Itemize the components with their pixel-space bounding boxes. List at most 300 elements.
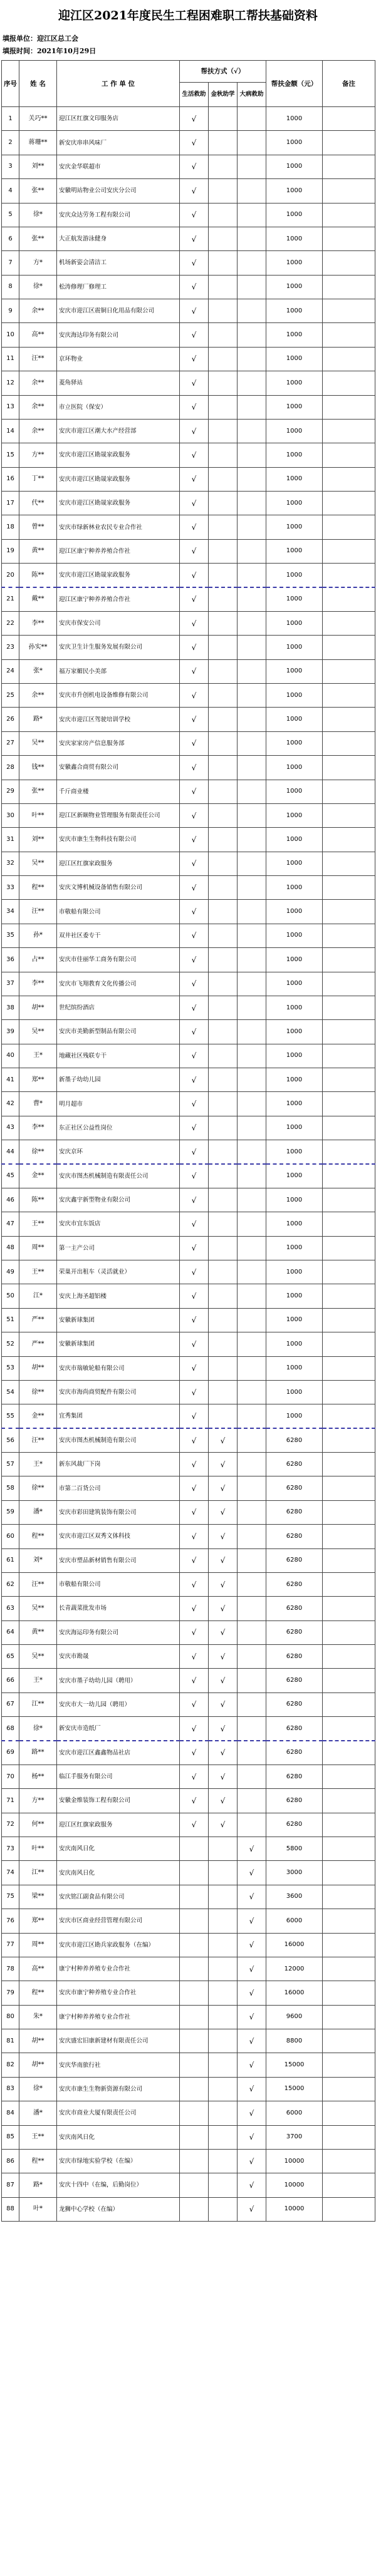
row-edu-mark: √ — [209, 1669, 238, 1692]
row-edu-mark — [209, 443, 238, 467]
row-edu-mark — [209, 539, 238, 563]
row-living-mark — [180, 2053, 209, 2077]
row-workplace: 荣巢开出租车（灵活就业） — [57, 1260, 180, 1284]
row-name: 方* — [19, 251, 57, 275]
row-medical-mark — [238, 972, 266, 996]
row-name: 徐** — [19, 1380, 57, 1404]
row-workplace: 迎江区红旗家政服务 — [57, 852, 180, 875]
row-name: 徐* — [19, 203, 57, 227]
row-amount: 1000 — [266, 275, 323, 299]
row-number: 24 — [2, 659, 19, 683]
row-living-mark: √ — [180, 1525, 209, 1548]
row-amount: 6280 — [266, 1428, 323, 1452]
row-number: 81 — [2, 2029, 19, 2053]
row-amount: 3600 — [266, 1885, 323, 1909]
row-amount: 1000 — [266, 1284, 323, 1308]
row-name: 程** — [19, 1525, 57, 1548]
row-note — [323, 1308, 375, 1332]
row-name: 郑** — [19, 1068, 57, 1092]
row-name: 胡** — [19, 2029, 57, 2053]
table-row — [2, 131, 375, 155]
row-number: 2 — [2, 131, 19, 155]
table-row — [2, 1284, 375, 1308]
row-name: 江** — [19, 1861, 57, 1885]
row-living-mark: √ — [180, 1645, 209, 1669]
row-living-mark: √ — [180, 155, 209, 178]
row-living-mark: √ — [180, 1212, 209, 1236]
row-living-mark: √ — [180, 1260, 209, 1284]
row-name: 戴** — [19, 587, 57, 611]
row-workplace: 安庆海运印务有限公司 — [57, 1620, 180, 1644]
row-living-mark: √ — [180, 443, 209, 467]
row-amount: 1000 — [266, 852, 323, 875]
row-amount: 1000 — [266, 564, 323, 587]
row-amount: 6280 — [266, 1692, 323, 1716]
row-medical-mark — [238, 443, 266, 467]
row-note — [323, 1525, 375, 1548]
row-living-mark: √ — [180, 564, 209, 587]
row-note — [323, 155, 375, 178]
row-edu-mark — [209, 587, 238, 611]
row-name: 李** — [19, 1116, 57, 1140]
row-note — [323, 2173, 375, 2197]
row-medical-mark: √ — [238, 2101, 266, 2125]
table-row — [2, 852, 375, 875]
table-row — [2, 1692, 375, 1716]
row-number: 76 — [2, 1909, 19, 1933]
row-medical-mark — [238, 467, 266, 491]
row-workplace: 康宁村种养养殖专业合作社 — [57, 2005, 180, 2029]
table-row — [2, 1957, 375, 1981]
row-number: 82 — [2, 2053, 19, 2077]
row-name: 高** — [19, 1957, 57, 1981]
row-medical-mark — [238, 684, 266, 708]
row-workplace: 安庆市保安公司 — [57, 611, 180, 635]
table-row — [2, 636, 375, 659]
row-living-mark: √ — [180, 1476, 209, 1500]
row-living-mark: √ — [180, 876, 209, 900]
row-living-mark: √ — [180, 1741, 209, 1765]
row-edu-mark: √ — [209, 1453, 238, 1476]
row-medical-mark: √ — [238, 2173, 266, 2197]
row-name: 钱** — [19, 756, 57, 780]
row-edu-mark — [209, 107, 238, 131]
row-living-mark: √ — [180, 1140, 209, 1164]
table-row — [2, 539, 375, 563]
row-living-mark: √ — [180, 492, 209, 515]
row-note — [323, 780, 375, 803]
row-edu-mark — [209, 924, 238, 947]
row-workplace: 安庆市勘晟 — [57, 1645, 180, 1669]
row-amount: 6280 — [266, 1789, 323, 1813]
row-name: 金** — [19, 1164, 57, 1188]
row-workplace: 安庆南风日化 — [57, 2125, 180, 2149]
row-living-mark: √ — [180, 1669, 209, 1692]
row-number: 47 — [2, 1212, 19, 1236]
table-row — [2, 828, 375, 852]
row-medical-mark: √ — [238, 2005, 266, 2029]
row-amount: 6000 — [266, 1909, 323, 1933]
row-medical-mark — [238, 347, 266, 371]
table-row — [2, 155, 375, 178]
row-note — [323, 1885, 375, 1909]
row-name: 丁** — [19, 467, 57, 491]
row-workplace: 千斤商业楼 — [57, 780, 180, 803]
row-edu-mark — [209, 611, 238, 635]
row-living-mark — [180, 1909, 209, 1933]
row-workplace: 安庆市康生生物新资源有限公司 — [57, 2077, 180, 2101]
row-note — [323, 1692, 375, 1716]
row-amount: 1000 — [266, 1116, 323, 1140]
row-note — [323, 2149, 375, 2173]
row-edu-mark — [209, 1909, 238, 1933]
row-living-mark: √ — [180, 996, 209, 1019]
row-workplace: 安庆市佳丽华工商务有限公司 — [57, 948, 180, 972]
row-edu-mark — [209, 684, 238, 708]
row-name: 张** — [19, 227, 57, 250]
row-medical-mark — [238, 1284, 266, 1308]
table-body — [2, 107, 375, 2222]
row-amount: 1000 — [266, 227, 323, 250]
row-edu-mark — [209, 1044, 238, 1068]
table-row — [2, 1813, 375, 1837]
row-edu-mark — [209, 948, 238, 972]
table-row — [2, 924, 375, 947]
row-number: 69 — [2, 1741, 19, 1765]
row-workplace: 安庆市宜东饭店 — [57, 1212, 180, 1236]
row-note — [323, 323, 375, 347]
row-living-mark: √ — [180, 803, 209, 827]
row-edu-mark — [209, 803, 238, 827]
row-note — [323, 1260, 375, 1284]
row-edu-mark: √ — [209, 1548, 238, 1572]
row-living-mark: √ — [180, 1380, 209, 1404]
row-workplace: 宜秀集团 — [57, 1404, 180, 1428]
row-living-mark: √ — [180, 1284, 209, 1308]
table-row — [2, 948, 375, 972]
row-workplace: 临江手服务有限公司 — [57, 1765, 180, 1788]
row-edu-mark — [209, 347, 238, 371]
row-workplace: 康宁村种养养殖专业合作社 — [57, 1957, 180, 1981]
row-amount: 6280 — [266, 1525, 323, 1548]
row-name: 何** — [19, 1813, 57, 1837]
row-amount: 6280 — [266, 1500, 323, 1524]
row-number: 54 — [2, 1380, 19, 1404]
row-note — [323, 1140, 375, 1164]
row-number: 34 — [2, 900, 19, 924]
row-workplace: 安庆市迎江区震铜日化用品有限公司 — [57, 299, 180, 323]
table-row — [2, 1885, 375, 1909]
row-name: 刘** — [19, 828, 57, 852]
row-medical-mark — [238, 1813, 266, 1837]
row-name: 刘* — [19, 1548, 57, 1572]
row-name: 黄** — [19, 539, 57, 563]
row-amount: 1000 — [266, 467, 323, 491]
row-number: 28 — [2, 756, 19, 780]
row-workplace: 安庆市绿新林业农民专业合作社 — [57, 515, 180, 539]
row-medical-mark — [238, 1332, 266, 1356]
row-medical-mark — [238, 323, 266, 347]
row-number: 26 — [2, 708, 19, 731]
table-row — [2, 780, 375, 803]
table-row — [2, 2005, 375, 2029]
row-number: 53 — [2, 1356, 19, 1380]
row-edu-mark — [209, 1308, 238, 1332]
row-edu-mark — [209, 876, 238, 900]
row-edu-mark: √ — [209, 1692, 238, 1716]
row-number: 27 — [2, 731, 19, 755]
table-row — [2, 227, 375, 250]
row-workplace: 安庆市商业大厦有限责任公司 — [57, 2101, 180, 2125]
row-amount: 1000 — [266, 419, 323, 443]
row-amount: 1000 — [266, 924, 323, 947]
row-living-mark: √ — [180, 1692, 209, 1716]
row-number: 45 — [2, 1164, 19, 1188]
row-name: 王* — [19, 1669, 57, 1692]
table-row — [2, 395, 375, 419]
table-row — [2, 2077, 375, 2101]
row-edu-mark — [209, 227, 238, 250]
table-row — [2, 972, 375, 996]
table-row — [2, 731, 375, 755]
row-medical-mark — [238, 1428, 266, 1452]
row-note — [323, 708, 375, 731]
row-number: 40 — [2, 1044, 19, 1068]
row-number: 58 — [2, 1476, 19, 1500]
row-workplace: 菱角驿站 — [57, 371, 180, 395]
row-edu-mark — [209, 1933, 238, 1957]
row-medical-mark — [238, 275, 266, 299]
row-workplace: 安庆市彩田建筑装饰有限公司 — [57, 1500, 180, 1524]
row-workplace: 安庆市迎江区勘兵家政服务（在编） — [57, 1933, 180, 1957]
row-amount: 1000 — [266, 780, 323, 803]
row-amount: 6280 — [266, 1453, 323, 1476]
table-row — [2, 515, 375, 539]
row-workplace: 安庆市康生生物科技有限公司 — [57, 828, 180, 852]
row-amount: 1000 — [266, 371, 323, 395]
row-edu-mark — [209, 1164, 238, 1188]
row-workplace: 迎江区康宁种养养殖合作社 — [57, 587, 180, 611]
row-living-mark: √ — [180, 684, 209, 708]
table-row — [2, 611, 375, 635]
table-row — [2, 1500, 375, 1524]
row-living-mark: √ — [180, 395, 209, 419]
row-note — [323, 107, 375, 131]
row-number: 49 — [2, 1260, 19, 1284]
row-workplace: 安庆文博机械设备销售有限公司 — [57, 876, 180, 900]
row-name: 曹* — [19, 1092, 57, 1116]
row-name: 张* — [19, 659, 57, 683]
table-row — [2, 708, 375, 731]
table-row — [2, 1789, 375, 1813]
row-number: 15 — [2, 443, 19, 467]
row-note — [323, 636, 375, 659]
row-workplace: 新东风裁厂下岗 — [57, 1453, 180, 1476]
row-medical-mark — [238, 564, 266, 587]
row-name: 吴** — [19, 1645, 57, 1669]
row-workplace: 安庆市瑞敏轮船有限公司 — [57, 1356, 180, 1380]
row-living-mark: √ — [180, 275, 209, 299]
row-note — [323, 1645, 375, 1669]
row-workplace: 安徽金维装饰工程有限公司 — [57, 1789, 180, 1813]
row-medical-mark — [238, 179, 266, 203]
row-number: 80 — [2, 2005, 19, 2029]
row-medical-mark — [238, 1765, 266, 1788]
row-edu-mark — [209, 203, 238, 227]
row-note — [323, 1669, 375, 1692]
row-edu-mark — [209, 2029, 238, 2053]
row-medical-mark — [238, 1020, 266, 1044]
row-note — [323, 275, 375, 299]
row-number: 48 — [2, 1236, 19, 1260]
row-name: 周** — [19, 1933, 57, 1957]
row-amount: 16000 — [266, 1933, 323, 1957]
row-living-mark: √ — [180, 1789, 209, 1813]
row-edu-mark: √ — [209, 1645, 238, 1669]
row-amount: 1000 — [266, 1188, 323, 1212]
row-edu-mark: √ — [209, 1476, 238, 1500]
row-name: 朱* — [19, 2005, 57, 2029]
row-living-mark — [180, 1957, 209, 1981]
row-amount: 1000 — [266, 251, 323, 275]
row-workplace: 安庆京环 — [57, 1140, 180, 1164]
row-medical-mark — [238, 419, 266, 443]
row-workplace: 迎江区康宁种养养殖合作社 — [57, 539, 180, 563]
row-number: 6 — [2, 227, 19, 250]
row-note — [323, 1404, 375, 1428]
row-medical-mark — [238, 1597, 266, 1620]
row-living-mark: √ — [180, 972, 209, 996]
row-workplace: 明月超市 — [57, 1092, 180, 1116]
row-amount: 1000 — [266, 756, 323, 780]
row-medical-mark — [238, 155, 266, 178]
row-living-mark: √ — [180, 1188, 209, 1212]
row-note — [323, 1332, 375, 1356]
row-edu-mark — [209, 275, 238, 299]
table-row — [2, 2125, 375, 2149]
row-medical-mark — [238, 876, 266, 900]
row-medical-mark — [238, 539, 266, 563]
table-row — [2, 1620, 375, 1644]
row-medical-mark — [238, 299, 266, 323]
row-amount: 1000 — [266, 900, 323, 924]
row-amount: 1000 — [266, 948, 323, 972]
row-name: 汪** — [19, 900, 57, 924]
table-row — [2, 803, 375, 827]
row-note — [323, 1116, 375, 1140]
row-living-mark: √ — [180, 1620, 209, 1644]
row-name: 徐* — [19, 275, 57, 299]
row-living-mark: √ — [180, 1356, 209, 1380]
row-living-mark — [180, 1861, 209, 1885]
row-note — [323, 924, 375, 947]
row-note — [323, 1380, 375, 1404]
row-note — [323, 731, 375, 755]
row-workplace: 安庆市图杰机械制造有限责任公司 — [57, 1164, 180, 1188]
row-living-mark: √ — [180, 1068, 209, 1092]
row-number: 78 — [2, 1957, 19, 1981]
table-row — [2, 1572, 375, 1596]
row-living-mark: √ — [180, 636, 209, 659]
row-amount: 1000 — [266, 1260, 323, 1284]
row-name: 余** — [19, 684, 57, 708]
row-medical-mark — [238, 1380, 266, 1404]
row-amount: 1000 — [266, 828, 323, 852]
row-amount: 1000 — [266, 131, 323, 155]
row-medical-mark — [238, 1236, 266, 1260]
row-name: 郑** — [19, 1909, 57, 1933]
row-workplace: 福万家媚民小美部 — [57, 659, 180, 683]
row-workplace: 安庆华南旅行社 — [57, 2053, 180, 2077]
row-note — [323, 1356, 375, 1380]
row-medical-mark — [238, 828, 266, 852]
row-medical-mark — [238, 900, 266, 924]
assistance-table — [1, 60, 375, 2222]
row-name: 徐* — [19, 1717, 57, 1741]
row-edu-mark: √ — [209, 1572, 238, 1596]
row-number: 59 — [2, 1500, 19, 1524]
row-medical-mark — [238, 1260, 266, 1284]
table-row — [2, 1645, 375, 1669]
row-workplace: 东正社区公益性岗位 — [57, 1116, 180, 1140]
row-amount: 1000 — [266, 203, 323, 227]
table-row — [2, 564, 375, 587]
row-number: 68 — [2, 1717, 19, 1741]
row-name: 李** — [19, 972, 57, 996]
row-amount: 1000 — [266, 1092, 323, 1116]
row-edu-mark — [209, 155, 238, 178]
row-living-mark: √ — [180, 347, 209, 371]
table-row — [2, 1909, 375, 1933]
row-workplace: 双井社区委专干 — [57, 924, 180, 947]
row-medical-mark — [238, 1500, 266, 1524]
row-number: 70 — [2, 1765, 19, 1788]
row-amount: 6000 — [266, 2101, 323, 2125]
row-amount: 8800 — [266, 2029, 323, 2053]
row-note — [323, 299, 375, 323]
row-name: 叶* — [19, 2197, 57, 2221]
row-number: 44 — [2, 1140, 19, 1164]
col-header-amount: 帮扶金额（元） — [266, 61, 323, 107]
row-note — [323, 1861, 375, 1885]
row-name: 周** — [19, 1236, 57, 1260]
row-amount: 12000 — [266, 1957, 323, 1981]
row-name: 占** — [19, 948, 57, 972]
row-edu-mark — [209, 1236, 238, 1260]
table-row — [2, 419, 375, 443]
row-workplace: 世纪缤纷酒店 — [57, 996, 180, 1019]
row-edu-mark — [209, 131, 238, 155]
row-workplace: 安庆市图杰机械制造有限公司 — [57, 1428, 180, 1452]
row-note — [323, 1597, 375, 1620]
table-row — [2, 876, 375, 900]
row-medical-mark — [238, 636, 266, 659]
row-edu-mark — [209, 251, 238, 275]
row-edu-mark — [209, 2173, 238, 2197]
row-edu-mark — [209, 756, 238, 780]
table-row — [2, 900, 375, 924]
row-edu-mark: √ — [209, 1765, 238, 1788]
row-amount: 6280 — [266, 1765, 323, 1788]
row-edu-mark — [209, 371, 238, 395]
table-row — [2, 1164, 375, 1188]
row-edu-mark: √ — [209, 1620, 238, 1644]
row-living-mark — [180, 2077, 209, 2101]
row-workplace: 安庆市塑品新材销售有限公司 — [57, 1548, 180, 1572]
row-living-mark: √ — [180, 131, 209, 155]
row-medical-mark: √ — [238, 1885, 266, 1909]
row-living-mark: √ — [180, 1044, 209, 1068]
